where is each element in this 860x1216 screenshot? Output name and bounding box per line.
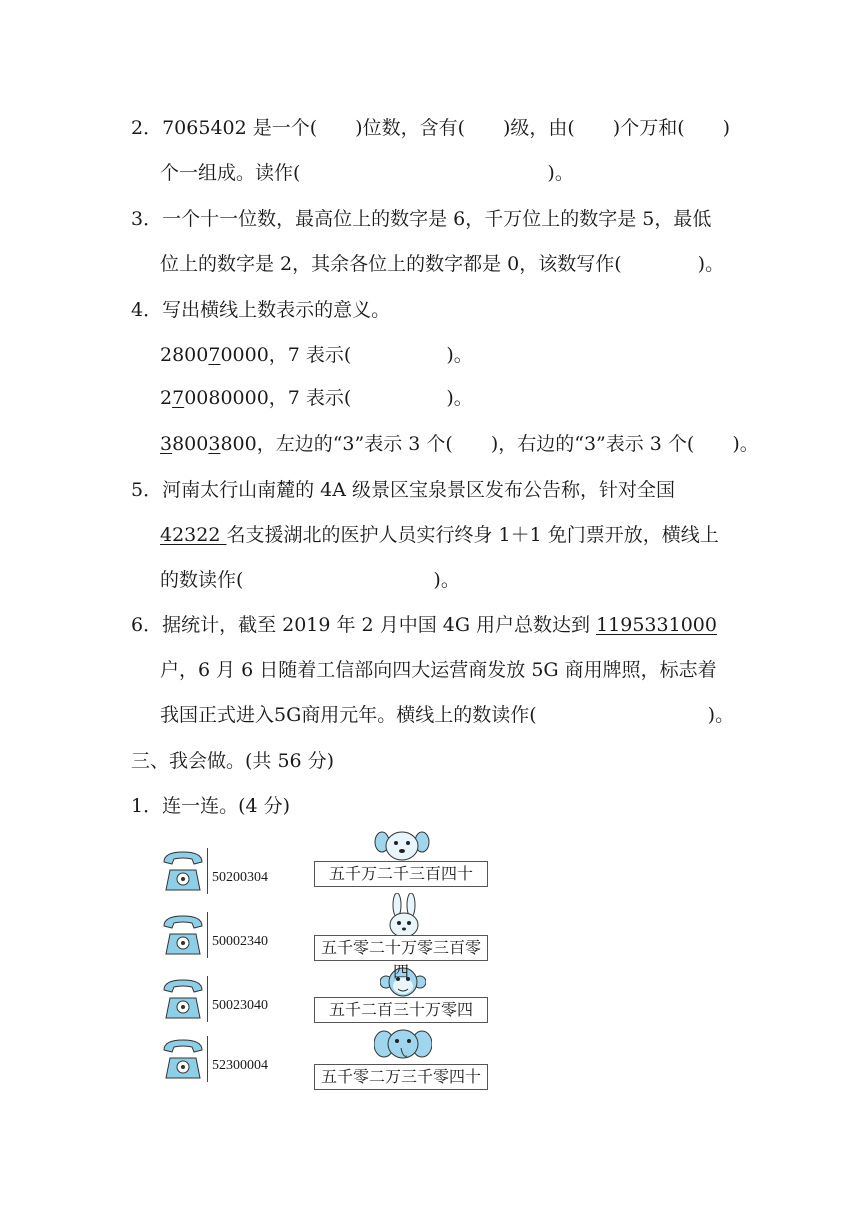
q4-item2-post: 0080000，7 表示( )。: [184, 387, 473, 409]
answer-box-1[interactable]: 五千万二千三百四十: [314, 861, 488, 887]
q4-item3-underlined-2: 3: [208, 433, 221, 455]
q5-line3: 的数读作( )。: [160, 569, 460, 591]
q6-line1-pre: 6．据统计，截至 2019 年 2 月中国 4G 用户总数达到: [131, 614, 597, 636]
answer-box-2[interactable]: 五千零二十万零三百零四: [314, 935, 488, 961]
divider: [207, 912, 208, 958]
divider: [207, 848, 208, 894]
q6-line1: [131, 612, 717, 638]
telephone-icon: [160, 976, 206, 1022]
q4-item2: [160, 385, 473, 411]
phone-number: 50200304: [212, 870, 268, 885]
phone-card-1[interactable]: [160, 848, 280, 894]
q5-line2: [160, 522, 719, 548]
q4-item3-mid: 800: [172, 433, 209, 455]
q2-line2: 个一组成。读作( )。: [160, 162, 574, 184]
phone-card-3[interactable]: [160, 976, 280, 1022]
q2-line1: 2．7065402 是一个( )位数，含有( )级，由( )个万和( ): [131, 117, 731, 139]
q6-underlined-number: 1195331000: [596, 614, 717, 636]
phone-card-2[interactable]: [160, 912, 280, 958]
q6-line3: 我国正式进入5G商用元年。横线上的数读作( )。: [160, 704, 735, 726]
q3-line1: 3．一个十一位数，最高位上的数字是 6，千万位上的数字是 5，最低: [131, 208, 712, 230]
answer-box-4[interactable]: 五千零二万三千零四十: [314, 1064, 488, 1090]
q4-item3-post: 800，左边的“3”表示 3 个( )，右边的“3”表示 3 个( )。: [220, 433, 759, 455]
q5-underlined-number: 42322: [160, 524, 227, 546]
telephone-icon: [160, 1036, 206, 1082]
section3-title: 三、我会做。(共 56 分): [131, 750, 335, 772]
phone-number: 50002340: [212, 934, 268, 949]
phone-card-4[interactable]: [160, 1036, 280, 1082]
elephant-icon: [374, 1026, 432, 1060]
q5-line2-post: 名支援湖北的医护人员实行终身 1＋1 免门票开放，横线上: [226, 524, 719, 546]
q4-item3-underlined-1: 3: [160, 433, 173, 455]
q4-item1-post: 0000，7 表示( )。: [220, 344, 473, 366]
q4-item1-underlined: 7: [208, 344, 221, 366]
divider: [207, 1036, 208, 1082]
q4-item1: [160, 342, 473, 368]
task1-title: 1．连一连。(4 分): [131, 795, 291, 817]
q4-item3: [160, 431, 759, 457]
q3-line2: 位上的数字是 2，其余各位上的数字都是 0，该数写作( )。: [160, 253, 725, 275]
q4-title: 4．写出横线上数表示的意义。: [131, 299, 391, 321]
q5-line1: 5．河南太行山南麓的 4A 级景区宝泉景区发布公告称，针对全国: [131, 479, 675, 501]
rabbit-icon: [384, 893, 424, 939]
q6-line2: 户，6 月 6 日随着工信部向四大运营商发放 5G 商用牌照，标志着: [160, 659, 717, 681]
telephone-icon: [160, 912, 206, 958]
telephone-icon: [160, 848, 206, 894]
divider: [207, 976, 208, 1022]
q4-item1-pre: 2800: [160, 344, 209, 366]
phone-number: 52300004: [212, 1058, 268, 1073]
q4-item2-pre: 2: [160, 387, 173, 409]
q4-item2-underlined: 7: [172, 387, 185, 409]
phone-number: 50023040: [212, 998, 268, 1013]
dog-icon: [374, 826, 430, 862]
answer-box-3[interactable]: 五千二百三十万零四: [314, 997, 488, 1023]
